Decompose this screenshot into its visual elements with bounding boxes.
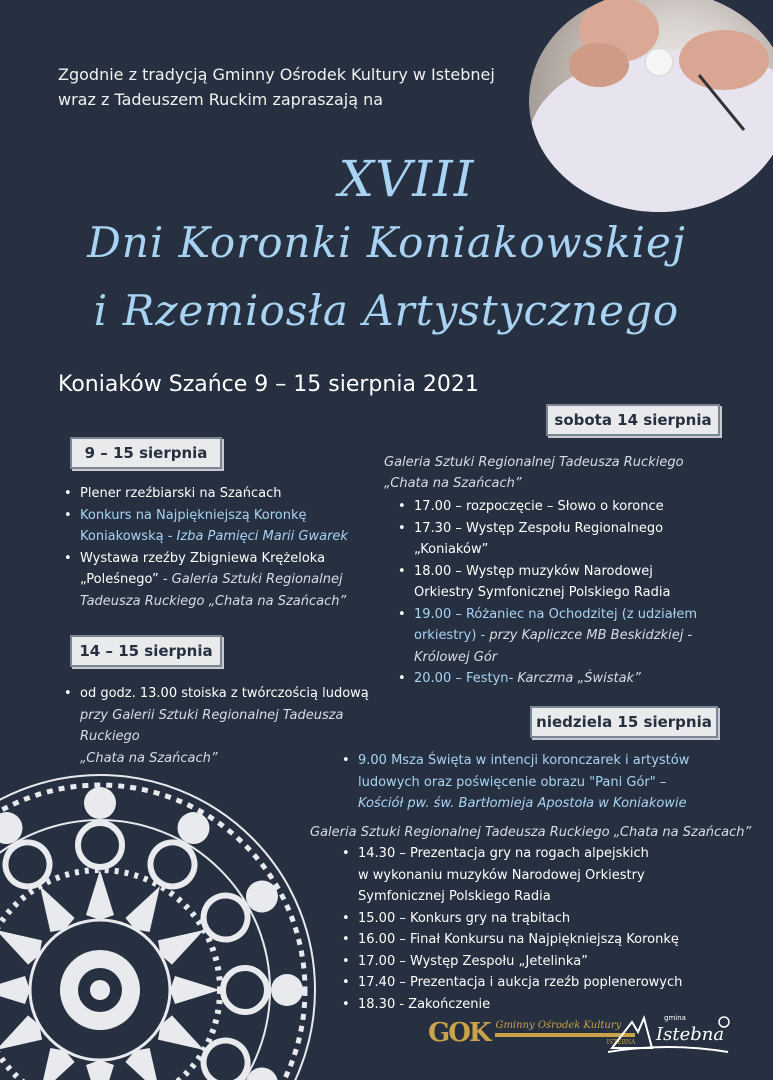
gmina-small: gmina bbox=[664, 1014, 686, 1022]
event-1700-sun: 17.00 – Występ Zespołu „Jetelinka” bbox=[358, 953, 588, 969]
wystawa-text-2: „Poleśnego” bbox=[80, 572, 159, 587]
list-item bbox=[340, 951, 760, 973]
stoiska-text-3: „Chata na Szańcach” bbox=[80, 750, 218, 766]
karczma-text: - Karczma „Świstak” bbox=[508, 671, 641, 686]
event-1830: 18.30 - Zakończenie bbox=[358, 996, 491, 1012]
event-2000: 20.00 – Festyn bbox=[414, 671, 509, 686]
galeria-text-2: Tadeusza Ruckiego „Chata na Szańcach” bbox=[80, 593, 347, 609]
event-1730-2: „Koniaków” bbox=[414, 542, 489, 557]
badge-sunday: niedziela 15 sierpnia bbox=[530, 706, 718, 738]
event-1900: 19.00 – Różaniec na Ochodzitej (z udziałem bbox=[414, 606, 698, 622]
intro-text bbox=[58, 62, 495, 112]
list-item bbox=[62, 483, 362, 505]
lace-doily-image bbox=[0, 760, 330, 1080]
gok-logo bbox=[428, 1018, 635, 1048]
saturday-list bbox=[396, 496, 716, 690]
sunday-list bbox=[340, 843, 760, 1015]
list-9-15 bbox=[62, 483, 362, 612]
kosciol-text: Kościół pw. św. Bartłomieja Apostoła w Koniakowie bbox=[358, 796, 687, 811]
list-item bbox=[340, 929, 760, 951]
event-1430-2: w wykonaniu muzyków Narodowej Orkiestry bbox=[358, 867, 645, 883]
list-item bbox=[396, 496, 716, 518]
list-item bbox=[62, 505, 362, 548]
konkurs-text: Konkurs na Najpiękniejszą Koronkę bbox=[80, 507, 307, 523]
wystawa-text: Wystawa rzeźby Zbigniewa Krężeloka bbox=[80, 550, 326, 566]
gok-letters: GOK bbox=[428, 1018, 490, 1048]
saturday-venue-line-2: „Chata na Szańcach” bbox=[384, 476, 522, 491]
galeria-text: - Galeria Sztuki Regionalnej bbox=[158, 572, 343, 587]
konkurs-text-2: Koniakowską bbox=[80, 529, 164, 544]
saturday-venue-line-1: Galeria Sztuki Regionalnej Tadeusza Ruckiego bbox=[384, 455, 684, 470]
intro-line-1: Zgodnie z tradycją Gminny Ośrodek Kultury w Istebnej bbox=[58, 65, 495, 84]
event-1800-2: Orkiestry Symfonicznej Polskiego Radia bbox=[414, 585, 671, 600]
list-item bbox=[62, 548, 362, 613]
gmina-istebna-logo bbox=[608, 1012, 738, 1062]
place-date: Koniaków Szańce 9 – 15 sierpnia 2021 bbox=[58, 372, 479, 397]
event-1740: 17.40 – Prezentacja i aukcja rzeźb poplenerowych bbox=[358, 975, 683, 990]
kapliczka-text: przy Kapliczce MB Beskidzkiej - bbox=[485, 628, 693, 643]
list-item bbox=[396, 518, 716, 561]
sunday-venue: Galeria Sztuki Regionalnej Tadeusza Ruckiego „Chata na Szańcach” bbox=[310, 825, 752, 840]
gmina-name: Istebna bbox=[656, 1024, 725, 1045]
title-line-3: i Rzemiosła Artystycznego bbox=[93, 286, 680, 335]
list-item bbox=[396, 561, 716, 604]
mass-text: 9.00 Msza Święta w intencji koronczarek i artystów bbox=[358, 753, 690, 768]
saturday-venue bbox=[384, 452, 684, 494]
title-line-2: Dni Koronki Koniakowskiej bbox=[87, 218, 686, 267]
plener-text: Plener rzeźbiarski na Szańcach bbox=[80, 486, 282, 501]
krolowej-gor-text: Królowej Gór bbox=[414, 649, 498, 665]
sunday-mass-list bbox=[340, 750, 760, 815]
gok-sub: ISTEBNA bbox=[606, 1039, 636, 1046]
gok-name: Gminny Ośrodek Kultury bbox=[495, 1020, 622, 1031]
list-item bbox=[340, 750, 760, 815]
mass-text-2: ludowych oraz poświęcenie obrazu "Pani Gór" – bbox=[358, 774, 667, 790]
stoiska-text-2: przy Galerii Sztuki Regionalnej Tadeusza Ruckiego bbox=[80, 707, 344, 744]
badge-9-15: 9 – 15 sierpnia bbox=[70, 437, 222, 469]
intro-line-2: wraz z Tadeuszem Ruckim zapraszają na bbox=[58, 90, 384, 109]
event-1800: 18.00 – Występ muzyków Narodowej bbox=[414, 563, 653, 579]
event-1430-3: Symfonicznej Polskiego Radia bbox=[358, 889, 551, 904]
list-item bbox=[396, 604, 716, 669]
badge-saturday: sobota 14 sierpnia bbox=[546, 404, 720, 436]
list-item bbox=[340, 908, 760, 930]
badge-14-15: 14 – 15 sierpnia bbox=[70, 635, 222, 667]
izba-text: - Izba Pamięci Marii Gwarek bbox=[163, 529, 348, 544]
title-edition: XVIII bbox=[338, 150, 475, 208]
event-1900-2: orkiestry) - bbox=[414, 628, 486, 643]
list-item bbox=[396, 668, 716, 690]
event-1600: 16.00 – Finał Konkursu na Najpiękniejszą Koronkę bbox=[358, 932, 679, 947]
event-1700: 17.00 – rozpoczęcie – Słowo o koronce bbox=[414, 499, 664, 514]
event-1730: 17.30 – Występ Zespołu Regionalnego bbox=[414, 520, 664, 536]
stoiska-text: od godz. 13.00 stoiska z twórczością ludową bbox=[80, 686, 369, 701]
list-item bbox=[340, 843, 760, 908]
event-1430: 14.30 – Prezentacja gry na rogach alpejskich bbox=[358, 846, 649, 861]
list-item bbox=[340, 972, 760, 994]
event-1500: 15.00 – Konkurs gry na trąbitach bbox=[358, 910, 571, 926]
